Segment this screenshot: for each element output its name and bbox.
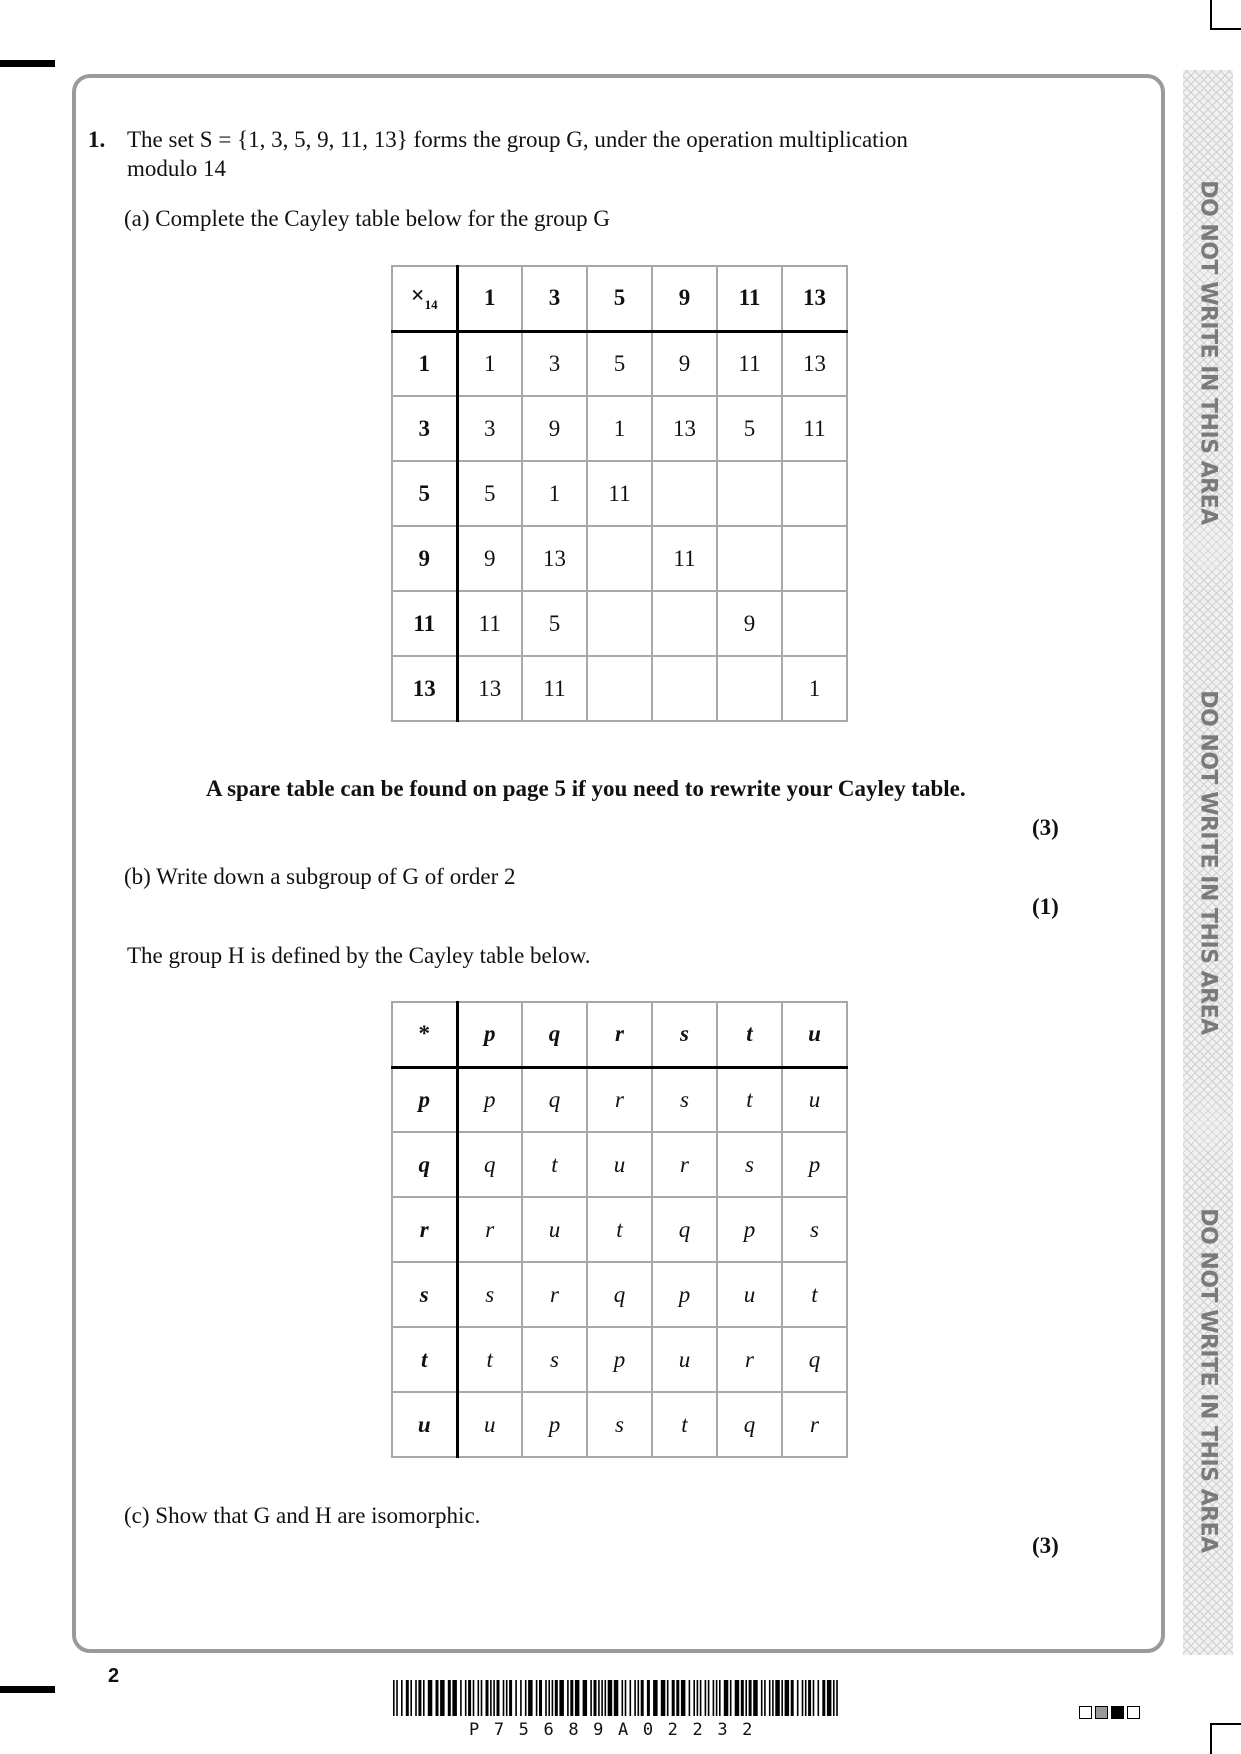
table-h-cell: u — [782, 1067, 847, 1132]
table-h-cell: p — [587, 1327, 652, 1392]
table-g-cell: 1 — [457, 331, 522, 396]
table-g-cell: 5 — [457, 461, 522, 526]
barcode-bar — [486, 1680, 489, 1716]
barcode-bar — [741, 1680, 744, 1716]
table-h-cell: q — [457, 1132, 522, 1197]
table-h-col-header: t — [717, 1002, 782, 1067]
barcode-bar — [676, 1680, 679, 1716]
table-g-cell: 11 — [457, 591, 522, 656]
part-c-marks: (3) — [1032, 1533, 1059, 1558]
barcode-bar — [797, 1680, 799, 1716]
table-h-row — [392, 1327, 847, 1392]
table-h-cell: t — [782, 1262, 847, 1327]
table-g-cell: 5 — [587, 331, 652, 396]
table-h-row-header: u — [392, 1392, 457, 1457]
barcode-bar — [468, 1680, 471, 1716]
table-g-cell: 9 — [457, 526, 522, 591]
barcode-number: P75689A02232 — [468, 1720, 768, 1740]
table-h-cell: t — [522, 1132, 587, 1197]
table-g-operator-cell — [392, 266, 457, 331]
table-g-cell: 3 — [457, 396, 522, 461]
part-c-label: (c) Show that G and H are isomorphic. — [124, 1503, 481, 1528]
table-h-cell: u — [652, 1327, 717, 1392]
table-g-cell: 13 — [782, 331, 847, 396]
page-number: 2 — [108, 1665, 120, 1687]
table-h-cell: s — [587, 1392, 652, 1457]
table-h-cell: r — [522, 1262, 587, 1327]
barcode-bar — [428, 1680, 433, 1716]
part-b-label: (b) Write down a subgroup of G of order 2 — [124, 864, 516, 889]
barcode-bar — [634, 1680, 636, 1716]
table-h-cell: q — [587, 1262, 652, 1327]
barcode-bar — [772, 1680, 774, 1716]
table-h-cell: p — [457, 1067, 522, 1132]
table-h-row — [392, 1067, 847, 1132]
barcode-bar — [515, 1680, 517, 1716]
barcode-bar — [555, 1680, 558, 1716]
registration-mark-right-bottom-h — [1210, 1723, 1241, 1725]
table-g-cell: 3 — [522, 331, 587, 396]
barcode-bar — [509, 1680, 512, 1716]
registration-mark-left-bottom — [0, 1686, 55, 1693]
table-h-row-header: t — [392, 1327, 457, 1392]
barcode-bar — [775, 1680, 780, 1716]
barcode-bar — [583, 1680, 588, 1716]
table-h-cell: t — [717, 1067, 782, 1132]
barcode-bar — [785, 1680, 790, 1716]
barcode-bar — [781, 1680, 783, 1716]
barcode-bar — [791, 1680, 794, 1716]
barcode-bar — [473, 1680, 475, 1716]
barcode-bar — [661, 1680, 666, 1716]
barcode-bar — [813, 1680, 815, 1716]
table-h-cell: r — [587, 1067, 652, 1132]
barcode-bar — [716, 1680, 718, 1716]
barcode-bar — [396, 1680, 398, 1716]
times-symbol: × — [410, 283, 425, 310]
table-h-cell: p — [652, 1262, 717, 1327]
barcode-bar — [667, 1680, 669, 1716]
table-h-cell: q — [522, 1067, 587, 1132]
barcode-bar — [745, 1680, 747, 1716]
barcode-bar — [418, 1680, 421, 1716]
table-h-col-header: r — [587, 1002, 652, 1067]
barcode-bar — [827, 1680, 832, 1716]
collation-square-3 — [1111, 1706, 1124, 1719]
barcode-bar — [525, 1680, 527, 1716]
table-g-blank-cell[interactable] — [782, 461, 847, 526]
registration-mark-right-bottom — [1210, 1723, 1212, 1754]
barcode-bar — [423, 1680, 425, 1716]
barcode-bar — [552, 1680, 554, 1716]
collation-square-4 — [1127, 1706, 1140, 1719]
part-b-marks: (1) — [1032, 894, 1059, 919]
barcode-bar — [415, 1680, 417, 1716]
barcode-bar — [708, 1680, 710, 1716]
barcode-bar — [749, 1680, 752, 1716]
table-g-row — [392, 461, 847, 526]
barcode-bar — [697, 1680, 699, 1716]
table-g-blank-cell[interactable] — [782, 526, 847, 591]
barcode-bar — [567, 1680, 569, 1716]
table-g-cell: 11 — [782, 396, 847, 461]
table-h-cell: p — [522, 1392, 587, 1457]
margin-notice-2: DO NOT WRITE IN THIS AREA — [1195, 690, 1221, 1035]
barcode-bar — [601, 1680, 603, 1716]
barcode-bar — [436, 1680, 439, 1716]
question-stem-line-2: modulo 14 — [127, 156, 227, 181]
barcode-bar — [608, 1680, 613, 1716]
table-g-cell: 11 — [587, 461, 652, 526]
table-h-cell: u — [522, 1197, 587, 1262]
table-g-cell: 9 — [652, 331, 717, 396]
table-g-cell: 5 — [717, 396, 782, 461]
table-g-row — [392, 396, 847, 461]
table-g-blank-cell[interactable] — [587, 656, 652, 721]
barcode-bar — [818, 1680, 820, 1716]
table-h-cell: t — [652, 1392, 717, 1457]
table-g-row-header: 1 — [392, 331, 457, 396]
barcode-bar — [689, 1680, 691, 1716]
barcode-bar — [548, 1680, 550, 1716]
table-h-row — [392, 1197, 847, 1262]
table-g-blank-cell[interactable] — [782, 591, 847, 656]
table-h-row — [392, 1132, 847, 1197]
barcode-bar — [638, 1680, 640, 1716]
barcode-bar — [490, 1680, 492, 1716]
table-g-col-header: 13 — [782, 266, 847, 331]
barcode-bar — [764, 1680, 766, 1716]
table-g-blank-cell[interactable] — [717, 461, 782, 526]
table-g-blank-cell[interactable] — [587, 526, 652, 591]
barcode-bar — [622, 1680, 624, 1716]
collation-square-2 — [1095, 1706, 1108, 1719]
table-g-col-header: 9 — [652, 266, 717, 331]
table-h-row-header: p — [392, 1067, 457, 1132]
table-g-cell: 11 — [652, 526, 717, 591]
barcode-bar — [528, 1680, 533, 1716]
registration-mark-right-top-h — [1210, 28, 1241, 30]
table-h-cell: u — [457, 1392, 522, 1457]
barcode-bar — [545, 1680, 547, 1716]
table-g-row-header: 3 — [392, 396, 457, 461]
barcode-bar — [730, 1680, 732, 1716]
table-g-blank-cell[interactable] — [652, 591, 717, 656]
modulus-subscript: 14 — [424, 297, 438, 313]
registration-mark-right-top — [1210, 0, 1212, 30]
table-h-cell: q — [782, 1327, 847, 1392]
table-h-operator-cell: * — [392, 1002, 457, 1067]
barcode-bar — [719, 1680, 721, 1716]
barcode-bar — [753, 1680, 758, 1716]
table-g-cell: 5 — [522, 591, 587, 656]
part-a-label: (a) Complete the Cayley table below for the group G — [124, 206, 611, 231]
barcode-bar — [452, 1680, 457, 1716]
table-h-col-header: u — [782, 1002, 847, 1067]
barcode-bar — [478, 1680, 480, 1716]
margin-notice-3: DO NOT WRITE IN THIS AREA — [1195, 1208, 1221, 1553]
barcode-bar — [705, 1680, 707, 1716]
barcode-bar — [590, 1680, 592, 1716]
barcode-bar — [575, 1680, 580, 1716]
table-h-cell: p — [717, 1197, 782, 1262]
table-h-col-header: q — [522, 1002, 587, 1067]
table-h-cell: p — [782, 1132, 847, 1197]
table-h-row-header: q — [392, 1132, 457, 1197]
table-h-cell: r — [717, 1327, 782, 1392]
margin-notice-1: DO NOT WRITE IN THIS AREA — [1195, 180, 1221, 525]
barcode-bar — [440, 1680, 445, 1716]
table-g-col-header: 1 — [457, 266, 522, 331]
table-g-row — [392, 526, 847, 591]
barcode-bar — [713, 1680, 715, 1716]
barcode-bar — [681, 1680, 686, 1716]
barcode-bar — [735, 1680, 740, 1716]
barcode-bar — [520, 1680, 522, 1716]
table-h-row — [392, 1392, 847, 1457]
table-h-cell: s — [717, 1132, 782, 1197]
table-g-blank-cell[interactable] — [587, 591, 652, 656]
table-h-cell: r — [652, 1132, 717, 1197]
table-g-row — [392, 331, 847, 396]
question-stem-line-1: The set S = {1, 3, 5, 9, 11, 13} forms the group G, under the operation multiplication — [127, 127, 908, 152]
barcode-bar — [761, 1680, 763, 1716]
barcode-bar — [653, 1680, 658, 1716]
table-g-blank-cell[interactable] — [717, 526, 782, 591]
table-g-cell: 9 — [717, 591, 782, 656]
table-g-cell: 13 — [522, 526, 587, 591]
barcode-bar — [460, 1680, 462, 1716]
table-g-row-header: 11 — [392, 591, 457, 656]
collation-square-1 — [1079, 1706, 1092, 1719]
table-h-row — [392, 1262, 847, 1327]
barcode-bar — [833, 1680, 835, 1716]
table-g-cell: 13 — [652, 396, 717, 461]
barcode-bar — [605, 1680, 607, 1716]
barcode-bar — [724, 1680, 729, 1716]
table-g-row-header: 13 — [392, 656, 457, 721]
barcode-bar — [465, 1680, 467, 1716]
table-h-row-header: s — [392, 1262, 457, 1327]
table-h-row-header: r — [392, 1197, 457, 1262]
table-h-cell: t — [587, 1197, 652, 1262]
barcode-bar — [693, 1680, 695, 1716]
registration-mark-left-top — [0, 60, 55, 67]
table-g-cell: 11 — [522, 656, 587, 721]
barcode-bar — [805, 1680, 807, 1716]
barcode-bar — [598, 1680, 600, 1716]
question-number: 1. — [88, 127, 106, 152]
table-g-blank-cell[interactable] — [652, 656, 717, 721]
barcode-bar — [497, 1680, 500, 1716]
table-h-col-header: s — [652, 1002, 717, 1067]
table-g-row-header: 9 — [392, 526, 457, 591]
table-g-col-header: 11 — [717, 266, 782, 331]
table-g-cell: 11 — [717, 331, 782, 396]
table-g-cell: 9 — [522, 396, 587, 461]
table-g-cell: 1 — [587, 396, 652, 461]
table-g-row — [392, 656, 847, 721]
barcode-bar — [401, 1680, 403, 1716]
table-h-cell: u — [587, 1132, 652, 1197]
table-h-cell: s — [652, 1067, 717, 1132]
barcode-bar — [448, 1680, 451, 1716]
table-g-blank-cell[interactable] — [652, 461, 717, 526]
table-h-cell: q — [652, 1197, 717, 1262]
table-h-cell: u — [717, 1262, 782, 1327]
barcode-bar — [672, 1680, 675, 1716]
barcode-bar — [570, 1680, 573, 1716]
barcode-bar — [539, 1680, 542, 1716]
cayley-table-g — [391, 265, 848, 722]
table-g-cell: 1 — [782, 656, 847, 721]
barcode-bar — [808, 1680, 811, 1716]
table-h-cell: s — [522, 1327, 587, 1392]
barcode-bar — [406, 1680, 409, 1716]
table-g-col-header: 3 — [522, 266, 587, 331]
part-a-marks: (3) — [1032, 815, 1059, 840]
table-h-cell: s — [457, 1262, 522, 1327]
barcode-bar — [630, 1680, 632, 1716]
barcode-bar — [506, 1680, 508, 1716]
barcode — [393, 1680, 843, 1716]
table-h-cell: r — [782, 1392, 847, 1457]
table-h-cell: q — [717, 1392, 782, 1457]
table-h-cell: s — [782, 1197, 847, 1262]
table-g-row — [392, 591, 847, 656]
cayley-table-h — [391, 1001, 848, 1458]
table-h-col-header: p — [457, 1002, 522, 1067]
barcode-bar — [536, 1680, 538, 1716]
barcode-bar — [647, 1680, 650, 1716]
group-h-intro: The group H is defined by the Cayley table below. — [127, 943, 591, 968]
table-h-cell: t — [457, 1327, 522, 1392]
barcode-bar — [769, 1680, 771, 1716]
barcode-bar — [614, 1680, 619, 1716]
table-g-row-header: 5 — [392, 461, 457, 526]
table-g-cell: 1 — [522, 461, 587, 526]
barcode-bar — [802, 1680, 804, 1716]
barcode-bar — [822, 1680, 825, 1716]
spare-table-note: A spare table can be found on page 5 if you need to rewrite your Cayley table. — [206, 776, 966, 801]
barcode-bar — [559, 1680, 564, 1716]
table-g-col-header: 5 — [587, 266, 652, 331]
table-h-cell: r — [457, 1197, 522, 1262]
barcode-bar — [481, 1680, 483, 1716]
barcode-bar — [503, 1680, 505, 1716]
barcode-bar — [410, 1680, 412, 1716]
table-g-blank-cell[interactable] — [717, 656, 782, 721]
barcode-bar — [700, 1680, 702, 1716]
barcode-bar — [493, 1680, 495, 1716]
table-g-cell: 13 — [457, 656, 522, 721]
barcode-bar — [625, 1680, 627, 1716]
barcode-bar — [836, 1680, 838, 1716]
barcode-bar — [594, 1680, 597, 1716]
barcode-bar — [393, 1680, 395, 1716]
barcode-bar — [641, 1680, 644, 1716]
